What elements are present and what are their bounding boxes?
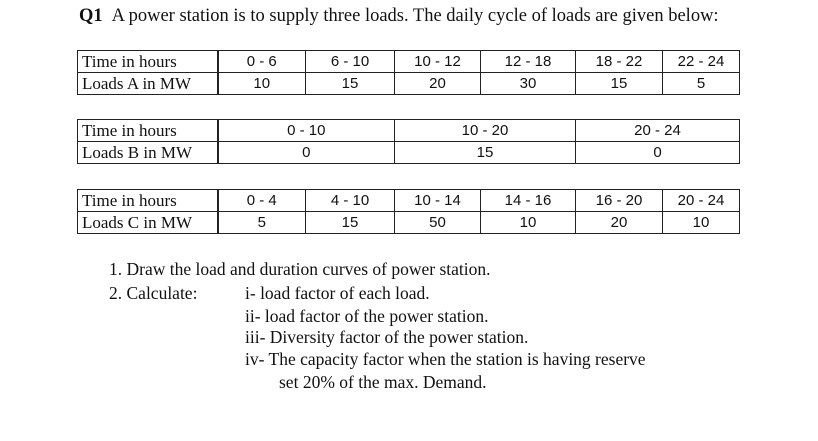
- load-cell: 30: [481, 73, 576, 95]
- load-label: Loads B in MW: [78, 142, 218, 164]
- question-number: Q1: [79, 6, 103, 26]
- task-draw-curves: 1. Draw the load and duration curves of power station.: [109, 259, 491, 279]
- load-row: [78, 73, 740, 95]
- load-cell: 10: [218, 73, 306, 95]
- time-row: [78, 120, 740, 142]
- load-cell: 15: [306, 73, 395, 95]
- load-cell: 20: [395, 73, 481, 95]
- time-cell: 0 - 4: [218, 190, 306, 212]
- time-cell: 4 - 10: [306, 190, 395, 212]
- load-row: [78, 212, 740, 234]
- task-calculate: 2. Calculate:: [109, 283, 198, 303]
- subtask-load-factor-station: ii- load factor of the power station.: [245, 306, 489, 326]
- question-text: A power station is to supply three loads. The daily cycle of loads are given below:: [111, 6, 719, 26]
- time-cell: 18 - 22: [576, 51, 663, 73]
- load-label: Loads A in MW: [78, 73, 218, 95]
- subtask-load-factor-each: i- load factor of each load.: [245, 283, 430, 303]
- time-cell: 0 - 10: [218, 120, 395, 142]
- time-cell: 16 - 20: [576, 190, 663, 212]
- load-cell: 5: [218, 212, 306, 234]
- time-label: Time in hours: [78, 120, 218, 142]
- subtask-capacity-factor: iv- The capacity factor when the station is having reserve: [245, 349, 646, 369]
- load-cell: 20: [576, 212, 663, 234]
- time-label: Time in hours: [78, 190, 218, 212]
- question-header: [79, 6, 719, 27]
- time-cell: 6 - 10: [306, 51, 395, 73]
- time-cell: 10 - 20: [395, 120, 576, 142]
- time-cell: 10 - 14: [395, 190, 481, 212]
- load-cell: 0: [218, 142, 395, 164]
- time-cell: 22 - 24: [663, 51, 740, 73]
- load-cell: 0: [576, 142, 740, 164]
- time-cell: 10 - 12: [395, 51, 481, 73]
- load-c-table: [77, 189, 740, 234]
- load-b-table: [77, 119, 740, 164]
- time-row: [78, 51, 740, 73]
- load-row: [78, 142, 740, 164]
- time-label: Time in hours: [78, 51, 218, 73]
- load-cell: 10: [481, 212, 576, 234]
- time-cell: 20 - 24: [663, 190, 740, 212]
- load-cell: 15: [576, 73, 663, 95]
- subtask-capacity-factor-cont: set 20% of the max. Demand.: [279, 372, 487, 392]
- load-cell: 15: [395, 142, 576, 164]
- time-cell: 14 - 16: [481, 190, 576, 212]
- time-cell: 12 - 18: [481, 51, 576, 73]
- load-cell: 50: [395, 212, 481, 234]
- time-cell: 0 - 6: [218, 51, 306, 73]
- time-row: [78, 190, 740, 212]
- time-cell: 20 - 24: [576, 120, 740, 142]
- load-a-table: [77, 50, 740, 95]
- load-cell: 10: [663, 212, 740, 234]
- load-cell: 15: [306, 212, 395, 234]
- load-label: Loads C in MW: [78, 212, 218, 234]
- subtask-diversity-factor: iii- Diversity factor of the power station.: [245, 327, 529, 347]
- load-cell: 5: [663, 73, 740, 95]
